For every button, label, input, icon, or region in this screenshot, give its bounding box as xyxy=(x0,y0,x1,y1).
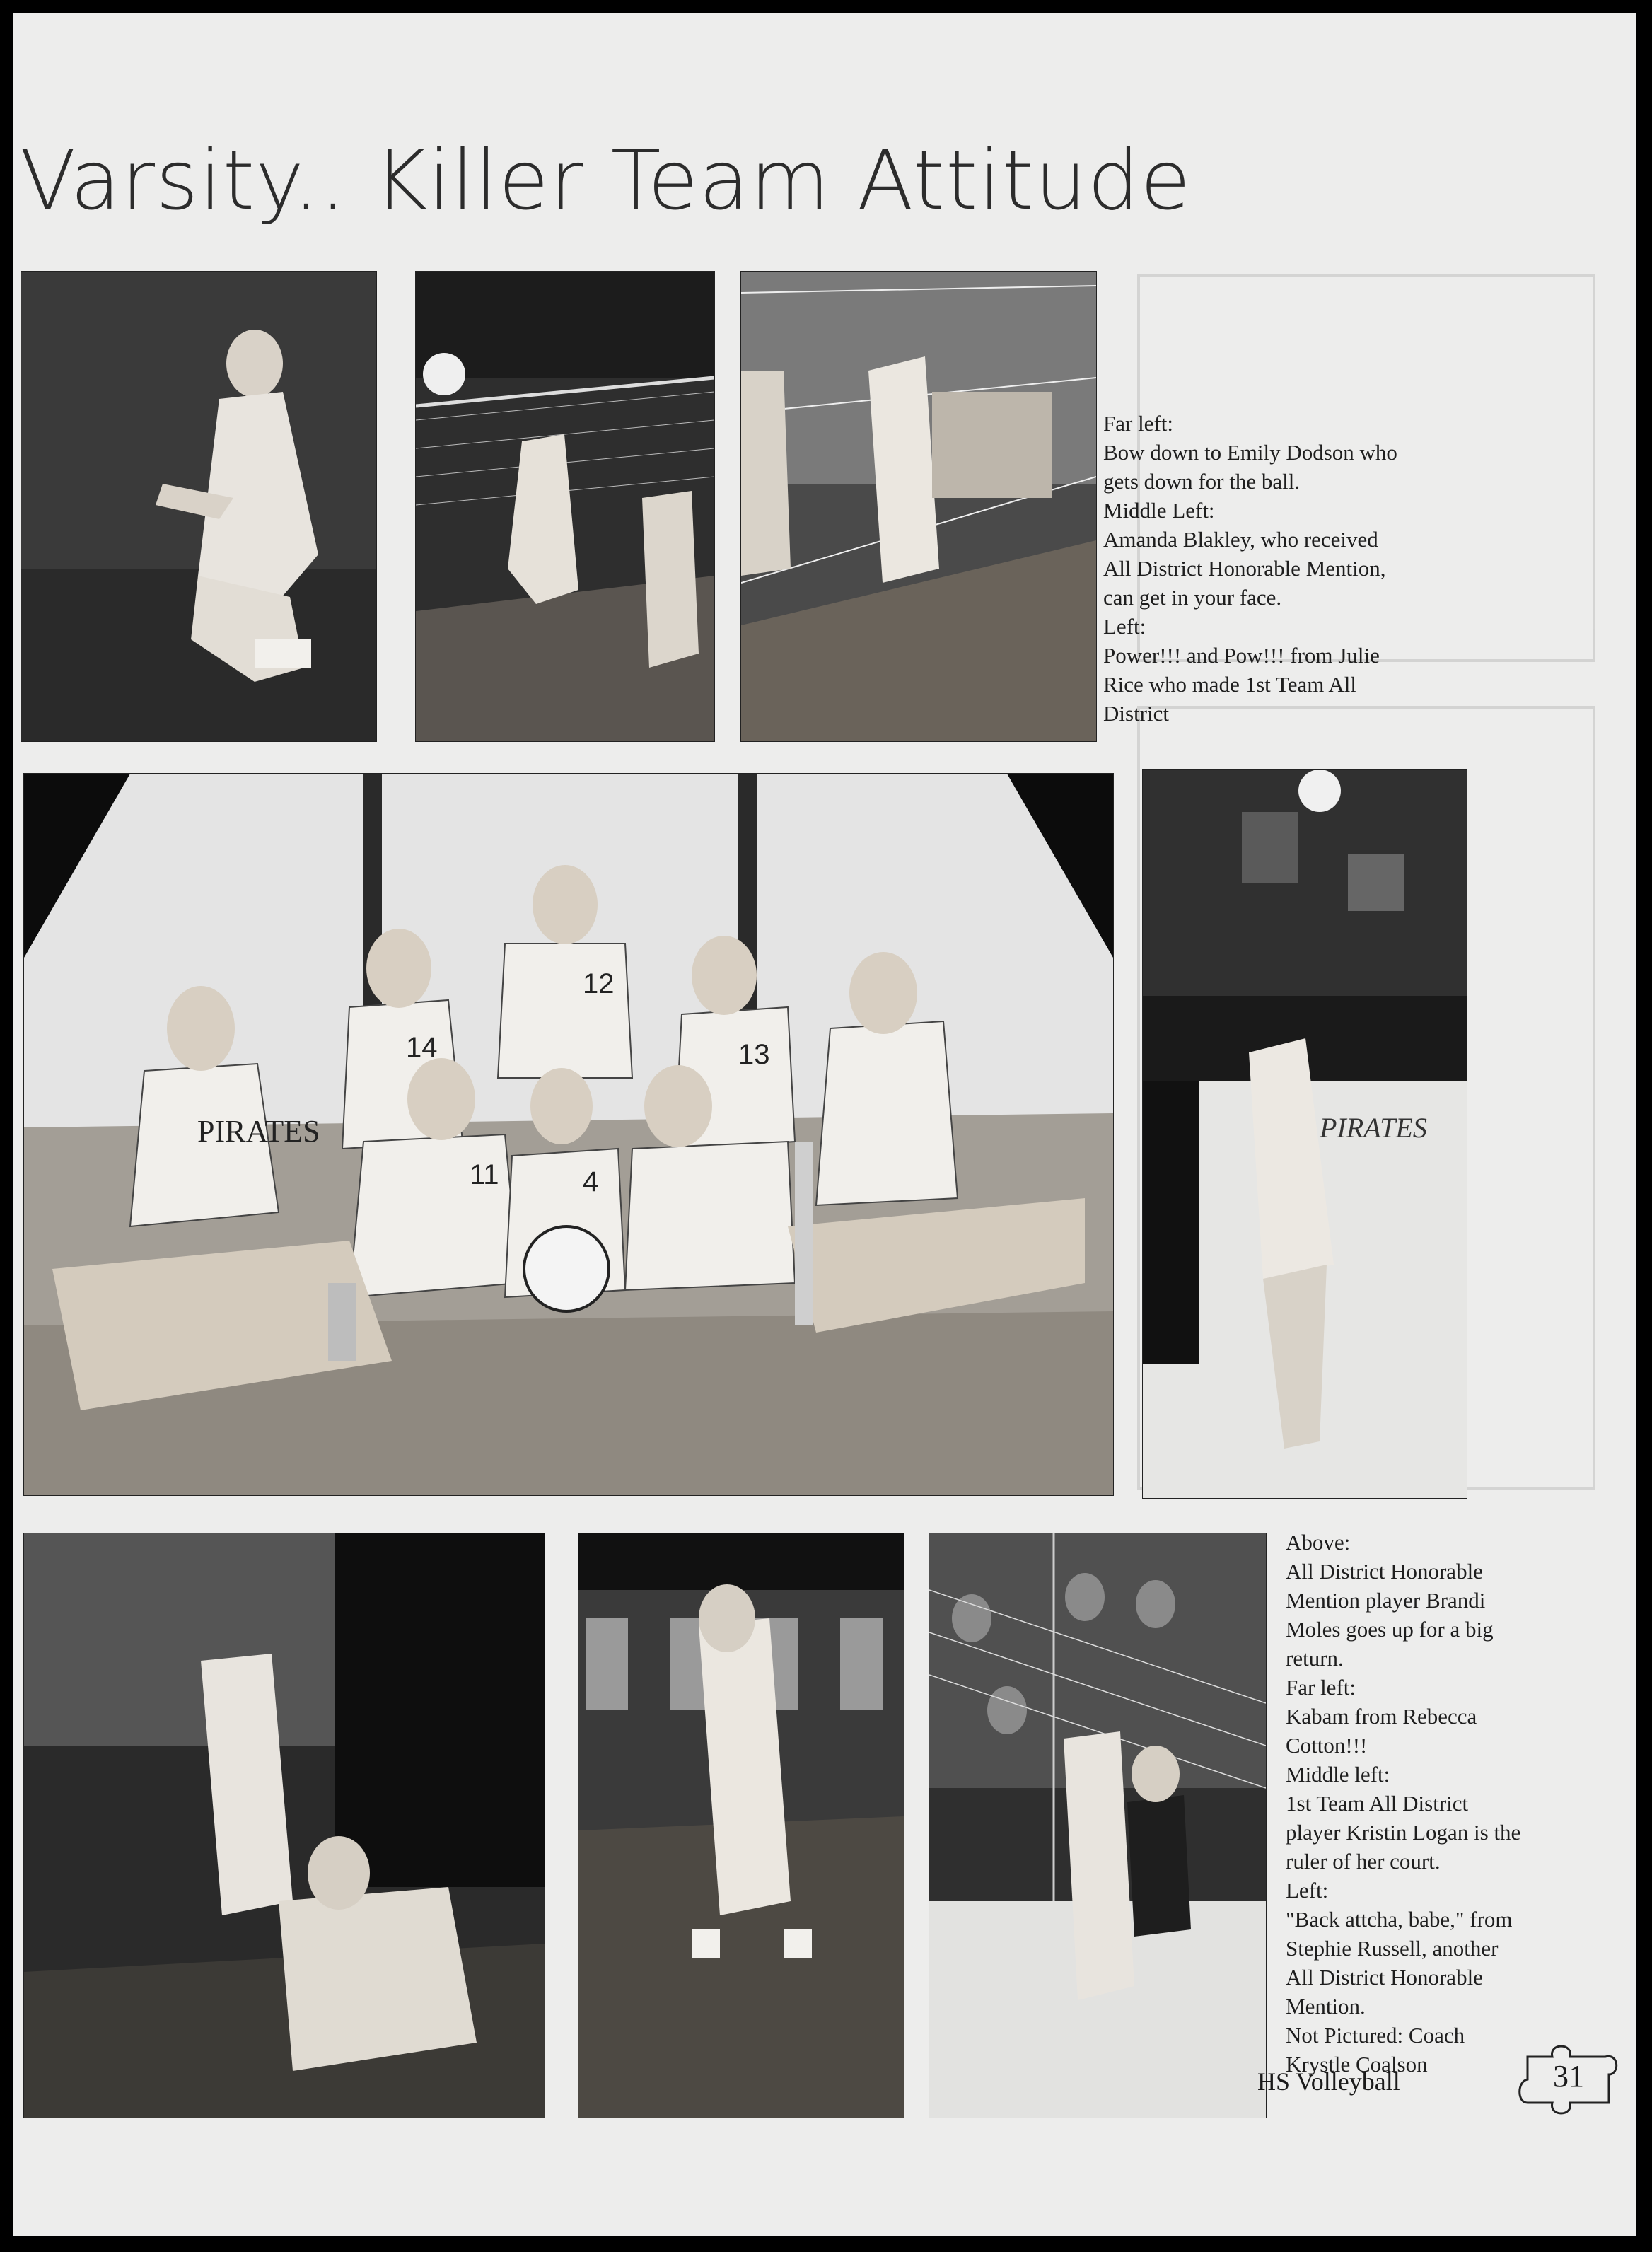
yearbook-page xyxy=(13,13,1636,2236)
photo-kristin-logan-court xyxy=(578,1533,904,2118)
photo-rebecca-cotton-kabam xyxy=(24,1533,545,2118)
caption-line: Cotton!!! xyxy=(1286,1733,1368,1758)
caption-line: Far left: xyxy=(1103,411,1173,436)
caption-line: Mention player Brandi xyxy=(1286,1588,1486,1613)
caption-line: All District Honorable xyxy=(1286,1559,1483,1584)
jersey-number: 14 xyxy=(406,1032,438,1063)
photo-emily-dodson-dig xyxy=(21,272,376,741)
photo-amanda-blakley-block xyxy=(416,272,714,741)
caption-line: Above: xyxy=(1286,1530,1351,1555)
caption-line: District xyxy=(1103,701,1169,726)
caption-line: Left: xyxy=(1103,614,1146,639)
caption-line: Stephie Russell, another xyxy=(1286,1936,1499,1961)
page-title: Varsity.. Killer Team Attitude xyxy=(20,133,1192,228)
jersey-number: 12 xyxy=(583,968,615,999)
caption-line: return. xyxy=(1286,1646,1344,1671)
caption-line: "Back attcha, babe," from xyxy=(1286,1907,1513,1932)
wall-banner-text: PIRATES xyxy=(1320,1112,1427,1144)
section-label: HS Volleyball xyxy=(1257,2067,1400,2096)
jersey-number: 11 xyxy=(470,1159,499,1190)
caption-line: Middle left: xyxy=(1286,1762,1390,1787)
caption-line: Kabam from Rebecca xyxy=(1286,1704,1477,1729)
caption-line: ruler of her court. xyxy=(1286,1849,1441,1874)
caption-line: Bow down to Emily Dodson who xyxy=(1103,440,1397,465)
caption-line: Krystle Coalson xyxy=(1286,2052,1428,2077)
caption-line: Amanda Blakley, who received xyxy=(1103,527,1378,552)
caption-line: Not Pictured: Coach xyxy=(1286,2023,1465,2048)
jersey-number: 4 xyxy=(583,1166,599,1197)
photo-team-group xyxy=(24,774,1113,1495)
caption-line: gets down for the ball. xyxy=(1103,469,1301,494)
caption-line: 1st Team All District xyxy=(1286,1791,1469,1816)
caption-line: All District Honorable xyxy=(1286,1965,1483,1990)
caption-line: player Kristin Logan is the xyxy=(1286,1820,1521,1845)
caption-line: Mention. xyxy=(1286,1994,1366,2019)
caption-line: Left: xyxy=(1286,1878,1329,1903)
caption-bottom-right xyxy=(1286,1528,1625,2079)
jersey-text: PIRATES xyxy=(197,1114,320,1149)
photo-julie-rice-spike xyxy=(741,272,1096,741)
page-number: 31 xyxy=(1553,2059,1584,2094)
caption-line: Middle Left: xyxy=(1103,498,1215,523)
photo-brandi-moles-return xyxy=(1143,770,1467,1498)
caption-line: Power!!! and Pow!!! from Julie xyxy=(1103,643,1380,668)
caption-line: Rice who made 1st Team All xyxy=(1103,672,1356,697)
caption-line: Moles goes up for a big xyxy=(1286,1617,1494,1642)
caption-line: can get in your face. xyxy=(1103,585,1282,610)
jersey-number: 13 xyxy=(738,1039,770,1070)
photo-stephie-russell-back-attcha xyxy=(929,1533,1266,2118)
caption-line: Far left: xyxy=(1286,1675,1356,1700)
caption-line: All District Honorable Mention, xyxy=(1103,556,1386,581)
caption-top-right xyxy=(1103,409,1612,728)
